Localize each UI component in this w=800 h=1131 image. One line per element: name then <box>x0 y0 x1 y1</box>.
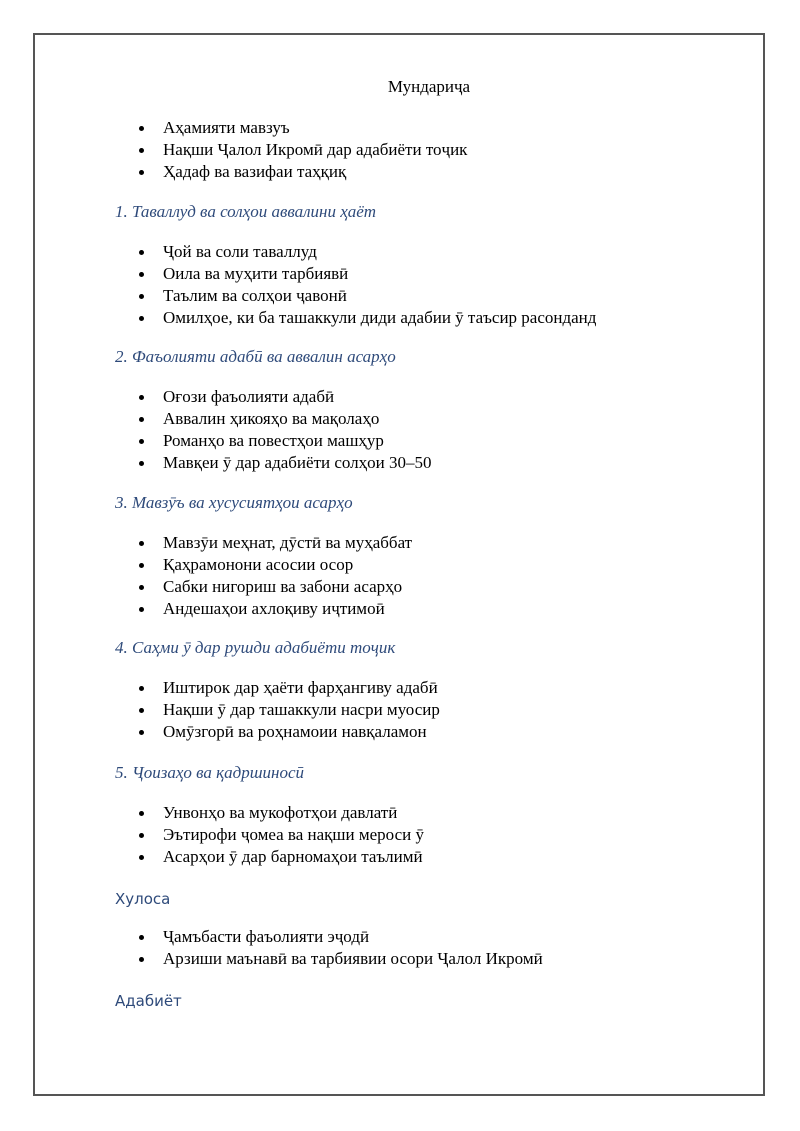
bullet-icon <box>139 855 144 860</box>
section-heading-3: 3. Мавзӯъ ва хусусиятҳои асарҳо <box>115 493 353 512</box>
bullet-icon <box>139 126 144 131</box>
list-item-text: Нақши ӯ дар ташаккули насри муосир <box>163 700 440 719</box>
bullet-icon <box>139 170 144 175</box>
bullet-icon <box>139 439 144 444</box>
list-item-text: Таълим ва солҳои ҷавонӣ <box>163 286 347 305</box>
bullet-icon <box>139 417 144 422</box>
list-item-text: Аввалин ҳикояҳо ва мақолаҳо <box>163 409 380 428</box>
bullet-icon <box>139 957 144 962</box>
section-heading-4: 4. Саҳми ӯ дар рушди адабиёти тоҷик <box>115 638 396 657</box>
bullet-icon <box>139 833 144 838</box>
bullet-icon <box>139 395 144 400</box>
list-item-text: Аҳамияти мавзуъ <box>163 118 290 137</box>
list-item-text: Ҳадаф ва вазифаи таҳқиқ <box>163 162 347 181</box>
bullet-icon <box>139 541 144 546</box>
bullet-icon <box>139 585 144 590</box>
bullet-icon <box>139 708 144 713</box>
list-item-text: Ҷамъбасти фаъолияти эҷодӣ <box>163 927 370 946</box>
conclusion-heading: Хулоса <box>115 890 171 908</box>
bullet-icon <box>139 730 144 735</box>
section-heading-1: 1. Таваллуд ва солҳои аввалини ҳаёт <box>115 202 377 221</box>
bullet-icon <box>139 935 144 940</box>
list-item-text: Иштирок дар ҳаёти фарҳангиву адабӣ <box>163 678 438 697</box>
section-heading-5: 5. Ҷоизаҳо ва қадршиносӣ <box>115 763 305 782</box>
bullet-icon <box>139 250 144 255</box>
list-item-text: Асарҳои ӯ дар барномаҳои таълимӣ <box>163 847 423 866</box>
bullet-icon <box>139 272 144 277</box>
list-item-text: Романҳо ва повестҳои машҳур <box>163 431 384 450</box>
list-item-text: Ҷой ва соли таваллуд <box>163 242 317 261</box>
bullet-icon <box>139 563 144 568</box>
list-item-text: Эътирофи ҷомеа ва нақши мероси ӯ <box>163 825 424 844</box>
list-item-text: Мавқеи ӯ дар адабиёти солҳои 30–50 <box>163 453 432 472</box>
bullet-icon <box>139 294 144 299</box>
list-item-text: Арзиши маънавӣ ва тарбиявии осори Ҷалол Икромӣ <box>163 949 543 968</box>
bullet-icon <box>139 316 144 321</box>
document-title: Мундариҷа <box>387 77 471 96</box>
bullet-icon <box>139 811 144 816</box>
list-item-text: Нақши Ҷалол Икромӣ дар адабиёти тоҷик <box>163 140 468 159</box>
list-item-text: Омӯзгорӣ ва роҳнамоии навқаламон <box>163 722 427 741</box>
list-item-text: Оила ва муҳити тарбиявӣ <box>163 264 349 283</box>
section-heading-2: 2. Фаъолияти адабӣ ва аввалин асарҳо <box>115 347 396 366</box>
list-item-text: Сабки нигориш ва забони асарҳо <box>163 577 403 596</box>
list-item-text: Оғози фаъолияти адабӣ <box>163 387 335 406</box>
list-item-text: Қаҳрамонони асосии осор <box>163 555 354 574</box>
list-item-text: Андешаҳои ахлоқиву иҷтимоӣ <box>163 599 385 618</box>
bullet-icon <box>139 148 144 153</box>
bullet-icon <box>139 461 144 466</box>
bullet-icon <box>139 607 144 612</box>
list-item-text: Унвонҳо ва мукофотҳои давлатӣ <box>163 803 398 822</box>
references-heading: Адабиёт <box>115 992 182 1010</box>
list-item-text: Мавзӯи меҳнат, дӯстӣ ва муҳаббат <box>163 533 413 552</box>
bullet-icon <box>139 686 144 691</box>
list-item-text: Омилҳое, ки ба ташаккули диди адабии ӯ таъсир расонданд <box>163 308 597 327</box>
